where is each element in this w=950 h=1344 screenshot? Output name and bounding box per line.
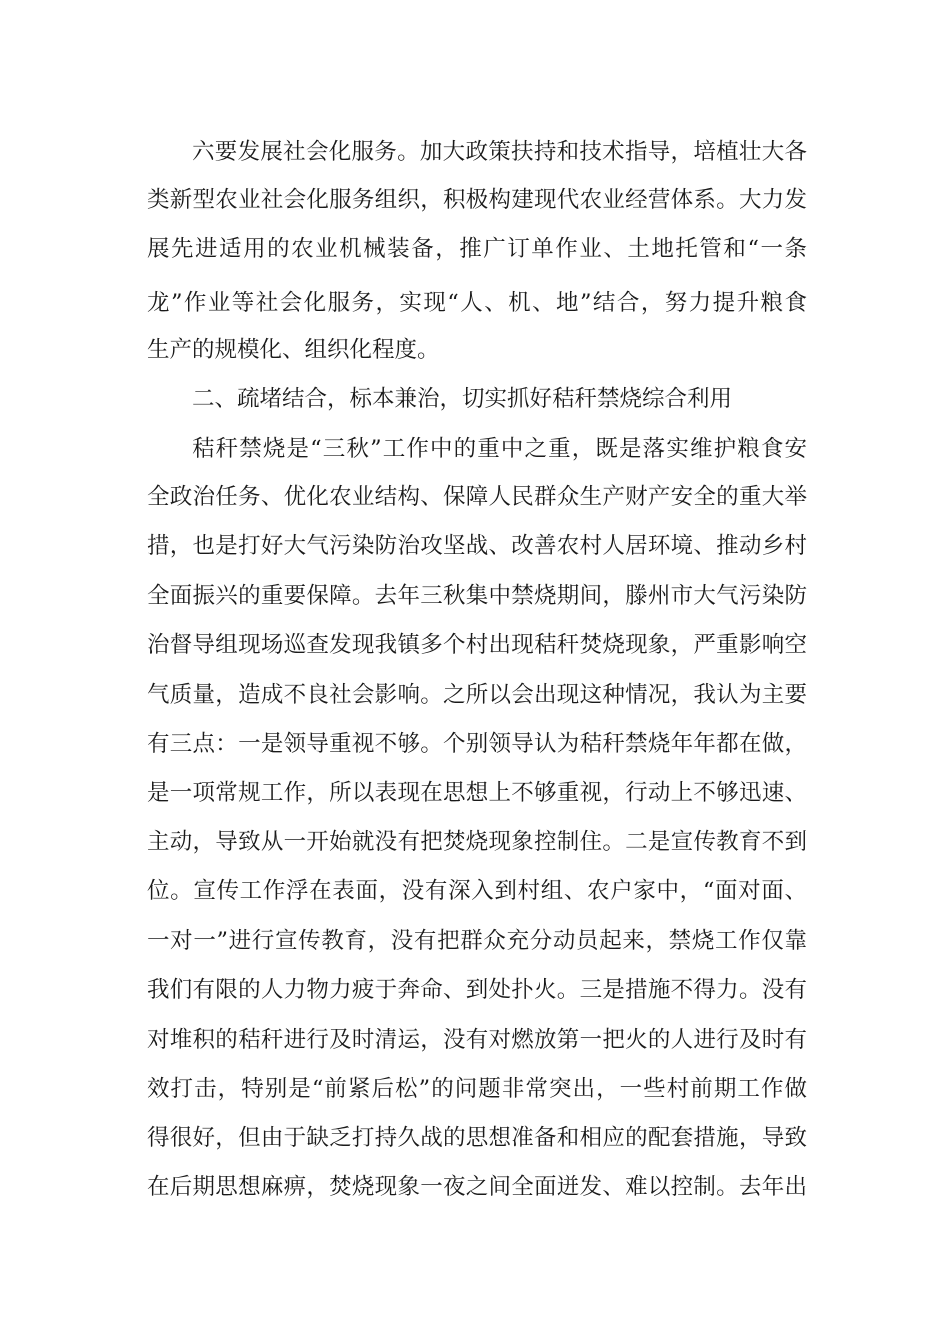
paragraph-straw-line-1: 秸秆禁烧是“三秋”工作中的重中之重，既是落实维护粮食安 [192, 436, 807, 462]
paragraph-straw-line-2: 全政治任务、优化农业结构、保障人民群众生产财产安全的重大举 [147, 484, 807, 510]
paragraph-six-line-1: 六要发展社会化服务。加大政策扶持和技术指导，培植壮大各 [192, 139, 807, 165]
paragraph-straw-line-5: 治督导组现场巡查发现我镇多个村出现秸秆焚烧现象，严重影响空 [147, 632, 807, 658]
paragraph-straw-line-14: 效打击，特别是“前紧后松”的问题非常突出，一些村前期工作做 [147, 1076, 807, 1102]
paragraph-six-line-3: 展先进适用的农业机械装备，推广订单作业、土地托管和“一条 [147, 236, 807, 262]
paragraph-straw-line-7: 有三点：一是领导重视不够。个别领导认为秸秆禁烧年年都在做， [147, 731, 807, 757]
paragraph-straw-line-6: 气质量，造成不良社会影响。之所以会出现这种情况，我认为主要 [147, 682, 807, 708]
paragraph-six-line-4: 龙”作业等社会化服务，实现“人、机、地”结合，努力提升粮食 [147, 290, 807, 316]
paragraph-straw-line-8: 是一项常规工作，所以表现在思想上不够重视，行动上不够迅速、 [147, 780, 807, 806]
paragraph-straw-line-3: 措，也是打好大气污染防治攻坚战、改善农村人居环境、推动乡村 [147, 533, 807, 559]
paragraph-straw-line-12: 我们有限的人力物力疲于奔命、到处扑火。三是措施不得力。没有 [147, 977, 807, 1003]
paragraph-straw-line-15: 得很好，但由于缺乏打持久战的思想准备和相应的配套措施，导致 [147, 1125, 807, 1151]
paragraph-six-line-5: 生产的规模化、组织化程度。 [147, 337, 440, 363]
paragraph-straw-line-16: 在后期思想麻痹，焚烧现象一夜之间全面迸发、难以控制。去年出 [147, 1174, 807, 1200]
paragraph-straw-line-13: 对堆积的秸秆进行及时清运，没有对燃放第一把火的人进行及时有 [147, 1027, 807, 1053]
paragraph-straw-line-9: 主动，导致从一开始就没有把焚烧现象控制住。二是宣传教育不到 [147, 829, 807, 855]
paragraph-six-line-2: 类新型农业社会化服务组织，积极构建现代农业经营体系。大力发 [147, 187, 807, 213]
paragraph-straw-line-11: 一对一”进行宣传教育，没有把群众充分动员起来，禁烧工作仅靠 [147, 928, 807, 954]
paragraph-straw-line-10: 位。宣传工作浮在表面，没有深入到村组、农户家中，“面对面、 [147, 878, 807, 904]
section-heading-two: 二、疏堵结合，标本兼治，切实抓好秸秆禁烧综合利用 [192, 386, 733, 412]
paragraph-straw-line-4: 全面振兴的重要保障。去年三秋集中禁烧期间，滕州市大气污染防 [147, 583, 807, 609]
